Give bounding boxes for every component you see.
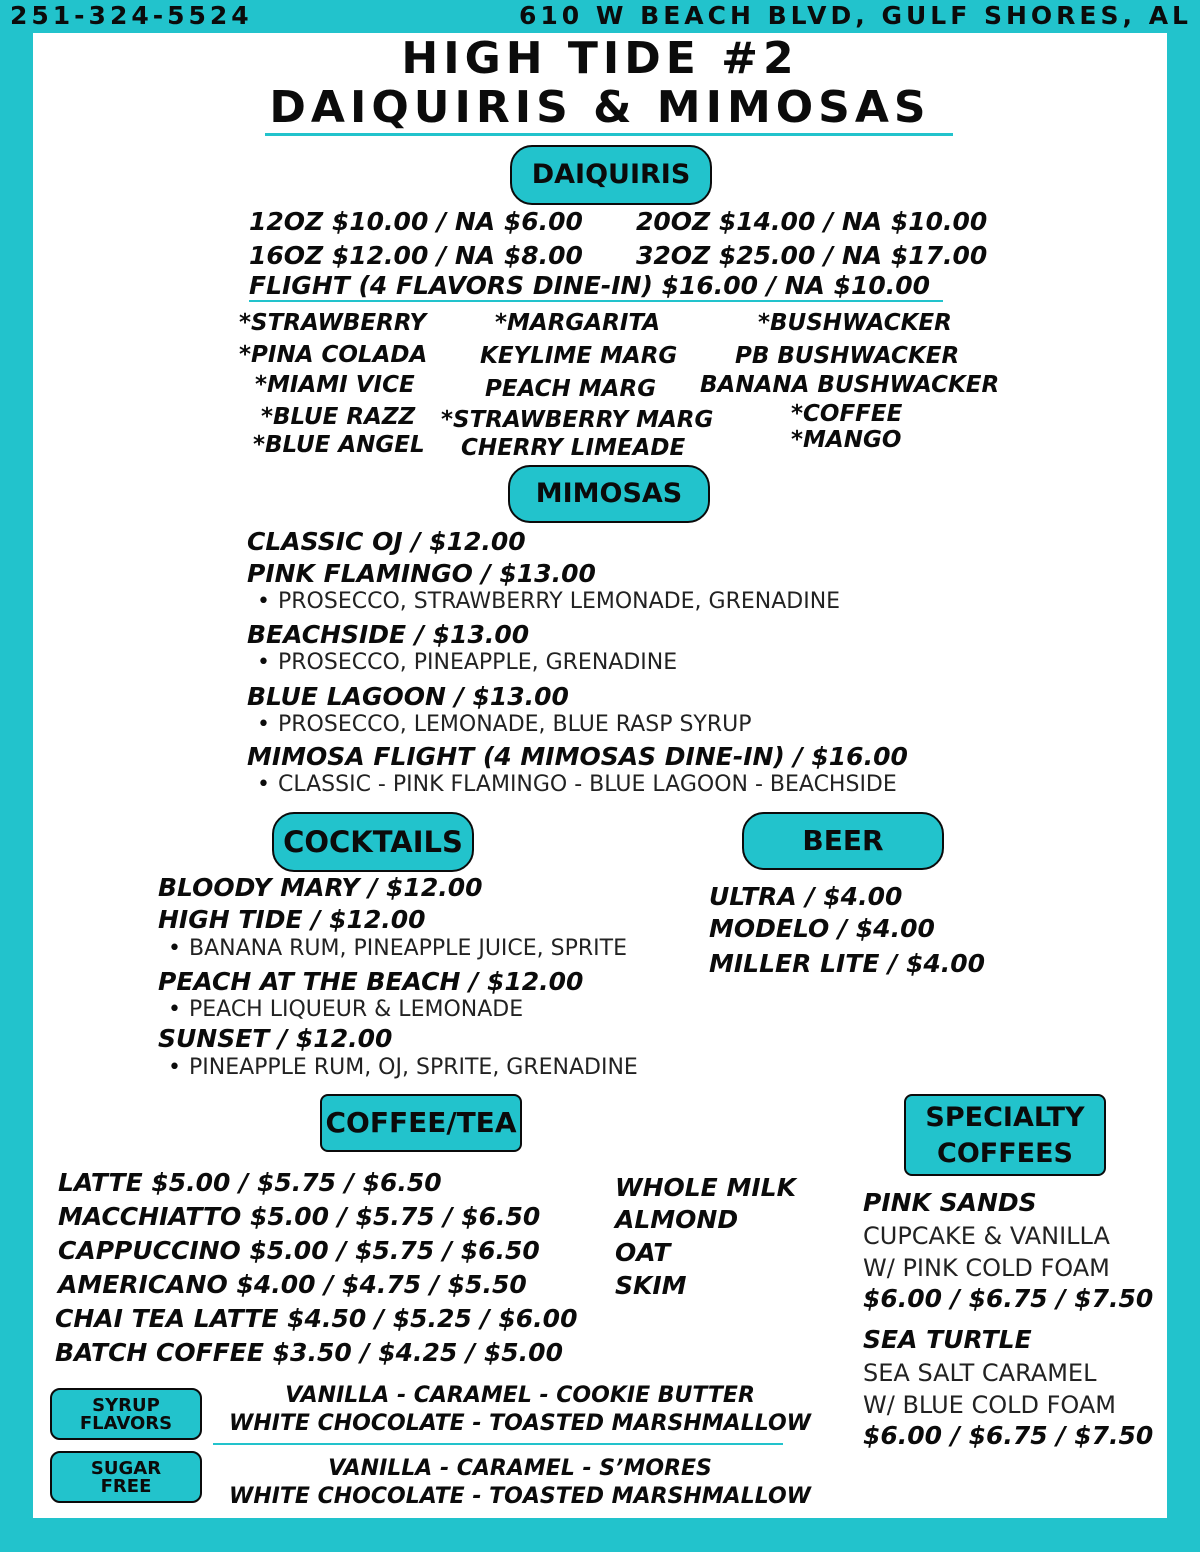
specialty-sea-turtle: SEA TURTLE xyxy=(863,1325,1032,1354)
flavor-pina-colada: *PINA COLADA xyxy=(239,342,428,368)
flavor-blue-razz: *BLUE RAZZ xyxy=(261,404,416,430)
specialty-coffees-heading xyxy=(904,1094,1106,1176)
coffee-americano: AMERICANO $4.00 / $4.75 / $5.50 xyxy=(58,1270,527,1299)
flavor-miami-vice: *MIAMI VICE xyxy=(255,372,415,398)
flavor-bushwacker: *BUSHWACKER xyxy=(758,310,952,336)
specialty-sea-turtle-price: $6.00 / $6.75 / $7.50 xyxy=(863,1421,1154,1450)
specialty-sea-turtle-desc2: W/ BLUE COLD FOAM xyxy=(863,1391,1116,1419)
flavor-keylime-marg: KEYLIME MARG xyxy=(480,343,678,369)
milk-almond: ALMOND xyxy=(615,1205,739,1234)
beer-ultra: ULTRA / $4.00 xyxy=(709,882,903,911)
daiquiris-heading: DAIQUIRIS xyxy=(510,145,712,205)
cocktail-sunset-desc: • PINEAPPLE RUM, OJ, SPRITE, GRENADINE xyxy=(168,1055,638,1080)
cocktail-high-tide: HIGH TIDE / $12.00 xyxy=(158,905,426,934)
sugar-free-label-line2: FREE xyxy=(100,1476,152,1497)
daiquiri-price-32oz: 32OZ $25.00 / NA $17.00 xyxy=(636,241,988,270)
sugar-free-label-line1: SUGAR xyxy=(90,1458,162,1479)
cocktail-sunset: SUNSET / $12.00 xyxy=(158,1024,393,1053)
syrup-label-line1: SYRUP xyxy=(92,1395,160,1416)
syrup-flavors-label xyxy=(50,1388,202,1440)
mimosa-beachside-desc: • PROSECCO, PINEAPPLE, GRENADINE xyxy=(257,650,678,675)
coffee-chai-tea-latte: CHAI TEA LATTE $4.50 / $5.25 / $6.00 xyxy=(55,1304,578,1333)
beer-miller-lite: MILLER LITE / $4.00 xyxy=(709,949,986,978)
mimosa-blue-lagoon-desc: • PROSECCO, LEMONADE, BLUE RASP SYRUP xyxy=(257,712,752,737)
syrup-flavors-line1: VANILLA - CARAMEL - COOKIE BUTTER xyxy=(285,1383,755,1408)
flavor-banana-bushwacker: BANANA BUSHWACKER xyxy=(700,372,1000,398)
sugar-free-line1: VANILLA - CARAMEL - S’MORES xyxy=(328,1456,712,1481)
flavor-margarita: *MARGARITA xyxy=(495,310,661,336)
coffee-latte: LATTE $5.00 / $5.75 / $6.50 xyxy=(58,1168,442,1197)
specialty-heading-line2: COFFEES xyxy=(937,1138,1073,1169)
flavor-cherry-limeade: CHERRY LIMEADE xyxy=(461,435,686,461)
daiquiri-price-12oz: 12OZ $10.00 / NA $6.00 xyxy=(249,207,583,236)
flavor-pb-bushwacker: PB BUSHWACKER xyxy=(735,343,960,369)
mimosa-beachside: BEACHSIDE / $13.00 xyxy=(247,620,530,649)
cocktail-bloody-mary: BLOODY MARY / $12.00 xyxy=(158,873,483,902)
sugar-free-label xyxy=(50,1451,202,1503)
cocktail-high-tide-desc: • BANANA RUM, PINEAPPLE JUICE, SPRITE xyxy=(168,936,628,961)
specialty-sea-turtle-desc1: SEA SALT CARAMEL xyxy=(863,1359,1097,1387)
beer-heading: BEER xyxy=(742,812,944,870)
coffee-batch-coffee: BATCH COFFEE $3.50 / $4.25 / $5.00 xyxy=(55,1338,563,1367)
menu-title-line1: HIGH TIDE #2 xyxy=(401,33,799,84)
sugar-free-line2: WHITE CHOCOLATE - TOASTED MARSHMALLOW xyxy=(229,1484,811,1509)
mimosa-pink-flamingo: PINK FLAMINGO / $13.00 xyxy=(247,559,596,588)
mimosa-flight-desc: • CLASSIC - PINK FLAMINGO - BLUE LAGOON - BEACHSIDE xyxy=(257,772,897,797)
mimosa-classic-oj: CLASSIC OJ / $12.00 xyxy=(247,527,526,556)
menu-sheet xyxy=(33,33,1167,1518)
specialty-pink-sands-price: $6.00 / $6.75 / $7.50 xyxy=(863,1284,1154,1313)
flavor-blue-angel: *BLUE ANGEL xyxy=(253,432,425,458)
cocktail-peach-at-the-beach: PEACH AT THE BEACH / $12.00 xyxy=(158,967,584,996)
mimosas-heading: MIMOSAS xyxy=(508,465,710,523)
mimosa-blue-lagoon: BLUE LAGOON / $13.00 xyxy=(247,682,569,711)
top-bar xyxy=(0,0,1200,32)
title-underline xyxy=(265,133,953,136)
phone-number: 251-324-5524 xyxy=(10,1,253,30)
cocktail-peach-desc: • PEACH LIQUEUR & LEMONADE xyxy=(168,997,524,1022)
milk-skim: SKIM xyxy=(615,1271,687,1300)
daiquiri-flight: FLIGHT (4 FLAVORS DINE-IN) $16.00 / NA $10.00 xyxy=(249,271,931,300)
milk-oat: OAT xyxy=(615,1238,671,1267)
syrup-flavors-line2: WHITE CHOCOLATE - TOASTED MARSHMALLOW xyxy=(229,1411,811,1436)
coffee-cappuccino: CAPPUCCINO $5.00 / $5.75 / $6.50 xyxy=(58,1236,540,1265)
flavor-peach-marg: PEACH MARG xyxy=(485,376,657,402)
mimosa-flight: MIMOSA FLIGHT (4 MIMOSAS DINE-IN) / $16.00 xyxy=(247,742,908,771)
cocktails-heading: COCKTAILS xyxy=(272,812,474,872)
daiquiri-price-16oz: 16OZ $12.00 / NA $8.00 xyxy=(249,241,583,270)
syrup-label-line2: FLAVORS xyxy=(79,1413,173,1434)
flavor-strawberry-marg: *STRAWBERRY MARG xyxy=(441,407,714,433)
mimosa-pink-flamingo-desc: • PROSECCO, STRAWBERRY LEMONADE, GRENADINE xyxy=(257,589,841,614)
coffee-tea-heading: COFFEE/TEA xyxy=(320,1094,522,1152)
syrup-rule xyxy=(213,1443,783,1445)
milk-whole: WHOLE MILK xyxy=(615,1173,796,1202)
daiquiri-price-20oz: 20OZ $14.00 / NA $10.00 xyxy=(636,207,988,236)
flavor-coffee: *COFFEE xyxy=(791,401,903,427)
coffee-macchiatto: MACCHIATTO $5.00 / $5.75 / $6.50 xyxy=(58,1202,541,1231)
specialty-pink-sands-desc2: W/ PINK COLD FOAM xyxy=(863,1254,1110,1282)
flavor-mango: *MANGO xyxy=(791,427,902,453)
specialty-pink-sands-desc1: CUPCAKE & VANILLA xyxy=(863,1222,1110,1250)
daiquiri-flight-rule xyxy=(249,300,943,302)
beer-modelo: MODELO / $4.00 xyxy=(709,914,935,943)
specialty-pink-sands: PINK SANDS xyxy=(863,1188,1037,1217)
address: 610 W BEACH BLVD, GULF SHORES, AL xyxy=(519,1,1192,30)
menu-title-line2: DAIQUIRIS & MIMOSAS xyxy=(269,82,931,133)
specialty-heading-line1: SPECIALTY xyxy=(925,1102,1085,1133)
flavor-strawberry: *STRAWBERRY xyxy=(239,310,427,336)
